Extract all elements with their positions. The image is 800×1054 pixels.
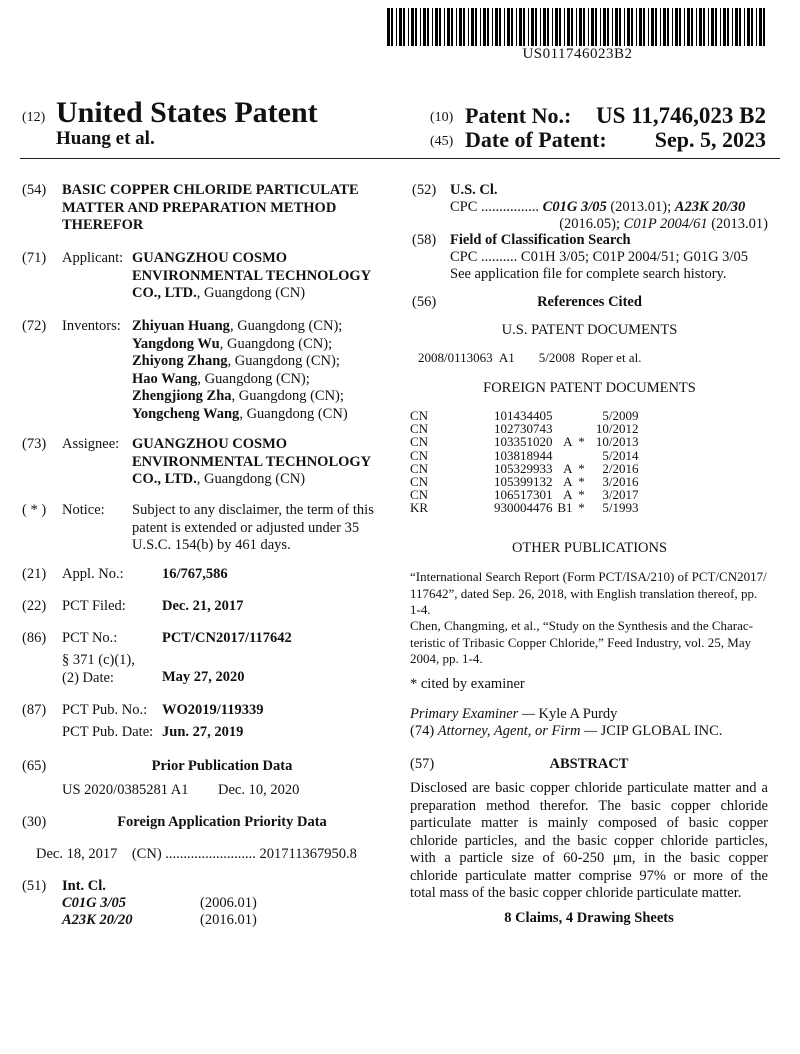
title-line: BASIC COPPER CHLORIDE PARTICULATE	[62, 182, 359, 198]
code-52: (52)	[412, 182, 437, 198]
code-54: (54)	[22, 182, 47, 198]
foreign-doc-row	[410, 449, 639, 462]
code-86: (86)	[22, 630, 47, 646]
foreign-doc-kind: A	[563, 487, 573, 503]
foreign-doc-no: 930004476	[494, 500, 553, 516]
foreign-doc-kind	[553, 409, 573, 422]
field-cpc: CPC .......... C01H 3/05; C01P 2004/51; G01G 3/05	[450, 249, 748, 265]
doc-type: United States Patent	[56, 96, 318, 129]
refs-heading: References Cited	[537, 294, 642, 310]
intcl-class: C01G 3/05	[62, 895, 127, 911]
prior-heading: Prior Publication Data	[151, 758, 293, 774]
code-10: (10)	[430, 110, 454, 125]
field-see: See application file for complete search history.	[450, 266, 727, 282]
foreign-doc-date: 3/2017	[602, 487, 639, 503]
uscl-heading: U.S. Cl.	[450, 182, 498, 198]
claims-count: 8 Claims, 4 Drawing Sheets	[504, 910, 674, 926]
foreign-doc-date: 3/2016	[602, 474, 639, 490]
pct-filed-label: PCT Filed:	[62, 598, 126, 614]
inventor-short: Huang et al.	[56, 128, 155, 149]
foreign-doc-cc: CN	[410, 408, 429, 423]
foreign-doc-cc: KR	[410, 500, 429, 516]
foreign-doc-date: 5/2009	[602, 408, 639, 423]
foreign-doc-cc: CN	[410, 460, 429, 476]
foreign-doc-cc: CN	[410, 447, 429, 463]
inventor: Zhiyuan Huang, Guangdong (CN);	[132, 318, 343, 334]
inventor: Yongcheng Wang, Guangdong (CN)	[132, 405, 348, 422]
date-label: Date of Patent:	[465, 127, 607, 152]
foreign-doc-date: 5/1993	[602, 500, 639, 516]
code-72: (72)	[22, 318, 47, 334]
foreign-doc-star: *	[578, 487, 585, 503]
foreign-doc-star	[573, 449, 591, 462]
abstract-heading: ABSTRACT	[549, 756, 629, 772]
code-87: (87)	[22, 702, 47, 718]
cpc-line-2: (2016.05); C01P 2004/61 (2013.01)	[559, 216, 768, 232]
other-pub-heading: OTHER PUBLICATIONS	[511, 540, 668, 556]
foreign-doc-no: 103818944	[494, 447, 553, 463]
field-heading: Field of Classification Search	[450, 232, 631, 248]
foreign-doc-date: 10/2013	[595, 434, 639, 450]
foreign-docs-heading: FOREIGN PATENT DOCUMENTS	[483, 380, 696, 396]
pct-filed-value: Dec. 21, 2017	[162, 598, 244, 614]
patent-no: US 11,746,023 B2	[596, 103, 766, 128]
foreign-doc-cc: CN	[410, 434, 429, 450]
foreign-doc-row	[410, 435, 639, 448]
foreign-doc-kind: A	[563, 474, 573, 490]
foreign-doc-star	[573, 409, 591, 422]
code-12: (12)	[22, 110, 46, 125]
pub-no-label: PCT Pub. No.:	[62, 702, 148, 718]
intcl-version: (2006.01)	[200, 895, 257, 911]
foreign-doc-star: *	[578, 500, 585, 516]
code-58: (58)	[412, 232, 437, 248]
assignee-label: Assignee:	[62, 436, 120, 452]
foreign-doc-no: 102730743	[494, 421, 553, 437]
prior-pub-date: Dec. 10, 2020	[218, 782, 300, 798]
foreign-docs-table	[410, 409, 639, 515]
foreign-doc-kind: A	[563, 434, 573, 450]
foreign-doc-no: 106517301	[494, 487, 553, 503]
us-doc-row: 2008/0113063 A1 5/2008 Roper et al.	[418, 350, 642, 365]
code-57: (57)	[410, 756, 435, 772]
intcl-version: (2016.01)	[200, 912, 257, 928]
foreign-doc-star: *	[578, 434, 585, 450]
foreign-doc-no: 103351020	[494, 434, 553, 450]
code-73: (73)	[22, 436, 47, 452]
foreign-doc-kind	[553, 449, 573, 462]
cpc-line-1: CPC ................ C01G 3/05 (2013.01); A23K 20/30	[450, 199, 746, 215]
foreign-doc-no: 101434405	[494, 408, 553, 423]
inventor: Zhiyong Zhang, Guangdong (CN);	[132, 353, 340, 369]
notice-label: Notice:	[62, 502, 105, 518]
other-pub-2: Chen, Changming, et al., “Study on the Synthesis and the Charac- teristic of Tribasic Copper Chloride,” Feed Industry, vol. 25, May 2004, pp. 1-4.	[410, 618, 753, 666]
inventor: Yangdong Wu, Guangdong (CN);	[132, 335, 333, 352]
foreign-heading: Foreign Application Priority Data	[117, 814, 327, 830]
foreign-priority-line: Dec. 18, 2017 (CN) ......................... 201711367950.8	[36, 846, 357, 862]
cited-note: * cited by examiner	[410, 676, 525, 692]
assignee: GUANGZHOU COSMO ENVIRONMENTAL TECHNOLOGY CO., LTD., Guangdong (CN)	[132, 436, 372, 487]
code-notice: ( * )	[22, 502, 47, 518]
code-56: (56)	[412, 294, 437, 310]
appl-value: 16/767,586	[162, 566, 228, 582]
foreign-doc-date: 2/2016	[602, 460, 639, 476]
intcl-heading: Int. Cl.	[62, 878, 106, 894]
abstract-text: Disclosed are basic copper chloride particulate matter and a preparation method therefor. The basic copper chloride particulate matter is mainly composed of basic copper chloride particles, and the basic copper chloride particles, with a particle size of 60-250 μm, in the basic copper chloride particulate matter comprise 97% or more of the total mass of the basic copper chloride particulate matter.	[410, 780, 768, 901]
code-65: (65)	[22, 758, 47, 774]
patent-no-label: Patent No.:	[465, 103, 572, 128]
s371-label: § 371 (c)(1), (2) Date:	[62, 652, 135, 686]
patent-title	[62, 182, 359, 235]
code-21: (21)	[22, 566, 47, 582]
foreign-doc-cc: CN	[410, 421, 429, 437]
barcode-number: US011746023B2	[522, 46, 633, 62]
code-30: (30)	[22, 814, 47, 830]
inventors-label: Inventors:	[62, 318, 121, 334]
foreign-doc-star: *	[578, 474, 585, 490]
applicant: GUANGZHOU COSMO ENVIRONMENTAL TECHNOLOGY CO., LTD., Guangdong (CN)	[132, 250, 372, 301]
title-line: THEREFOR	[62, 217, 144, 233]
code-45: (45)	[430, 134, 454, 149]
us-docs-heading: U.S. PATENT DOCUMENTS	[501, 322, 678, 338]
intcl-class: A23K 20/20	[62, 912, 133, 928]
pub-date-value: Jun. 27, 2019	[162, 724, 244, 740]
appl-label: Appl. No.:	[62, 566, 124, 582]
patent-date: Sep. 5, 2023	[654, 127, 766, 152]
other-pub-1: “International Search Report (Form PCT/ISA/210) of PCT/CN2017/ 117642”, dated Sep. 26, 2018, with English translation thereof, pp. 1-4.	[410, 569, 767, 617]
foreign-doc-star: *	[578, 460, 585, 476]
code-71: (71)	[22, 250, 47, 266]
header-rule	[20, 158, 780, 159]
inventor: Hao Wang, Guangdong (CN);	[132, 370, 310, 387]
foreign-doc-no: 105329933	[494, 460, 553, 476]
pub-no-value: WO2019/119339	[162, 702, 264, 718]
inventors-list	[132, 318, 348, 423]
inventor: Zhengjiong Zha, Guangdong (CN);	[132, 388, 344, 404]
foreign-doc-kind: A	[563, 460, 573, 476]
prior-pub-no: US 2020/0385281 A1	[62, 782, 189, 798]
applicant-label: Applicant:	[62, 250, 124, 266]
title-line: MATTER AND PREPARATION METHOD	[62, 199, 337, 216]
foreign-doc-date: 10/2012	[595, 421, 639, 437]
notice-text: Subject to any disclaimer, the term of this patent is extended or adjusted under 35 U.S.C. 154(b) by 461 days.	[132, 502, 374, 553]
pub-date-label: PCT Pub. Date:	[62, 724, 154, 740]
attorney-line: (74) Attorney, Agent, or Firm — JCIP GLOBAL INC.	[410, 723, 723, 739]
pct-no-label: PCT No.:	[62, 630, 118, 646]
code-22: (22)	[22, 598, 47, 614]
foreign-doc-cc: CN	[410, 487, 429, 503]
foreign-doc-cc: CN	[410, 474, 429, 490]
pct-no-value: PCT/CN2017/117642	[162, 630, 292, 646]
foreign-doc-kind: B1	[557, 500, 573, 516]
foreign-doc-date: 5/2014	[602, 447, 639, 463]
s371-value: May 27, 2020	[162, 669, 245, 685]
barcode	[385, 8, 770, 46]
examiner-line: Primary Examiner — Kyle A Purdy	[410, 706, 618, 722]
foreign-doc-row	[410, 501, 639, 514]
foreign-doc-no: 105399132	[494, 474, 553, 490]
code-51: (51)	[22, 878, 47, 894]
